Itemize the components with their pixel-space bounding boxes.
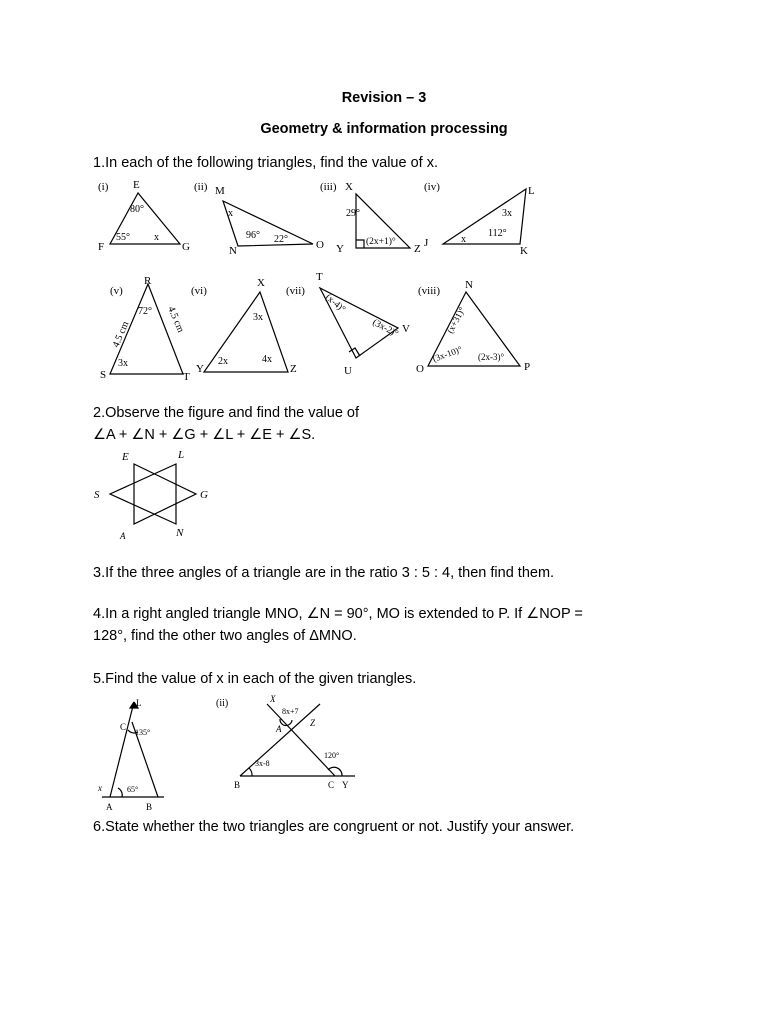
right-angle-mark-iii — [356, 240, 364, 248]
label-v: (v) — [110, 285, 123, 297]
angle-b: 3x-8 — [255, 759, 270, 768]
vertex-e: E — [122, 451, 129, 463]
side-rs: 4.5 cm — [110, 319, 132, 350]
vertex-e: E — [133, 179, 140, 191]
arc-a — [118, 788, 122, 797]
angle-v: (3x-2)° — [370, 317, 400, 340]
triangle-egn — [134, 464, 196, 524]
vertex-x: X — [257, 277, 265, 289]
vertex-m: M — [215, 185, 225, 197]
arc-b — [249, 768, 252, 776]
angle-n: 96° — [246, 230, 260, 241]
vertex-u: U — [344, 365, 352, 377]
vertex-g: G — [200, 489, 208, 501]
vertex-a: A — [120, 531, 126, 541]
vertex-n: N — [176, 527, 184, 539]
angle-a: 65° — [127, 785, 139, 794]
triangle-iv — [443, 189, 526, 244]
vertex-y: Y — [336, 243, 344, 255]
angle-x: x — [98, 783, 102, 793]
line-through-c — [110, 702, 134, 797]
label-iii: (iii) — [320, 181, 337, 193]
angle-z: 4x — [262, 354, 272, 365]
vertex-y: Y — [342, 780, 349, 790]
vertex-a: A — [276, 724, 282, 734]
line-xc — [267, 704, 335, 776]
vertex-j: J — [424, 237, 429, 249]
angle-x: 3x — [253, 312, 263, 323]
side-rt: 4.5 cm — [165, 304, 186, 335]
label-ii: (ii) — [216, 698, 229, 709]
angle-o: (3x-10)° — [431, 344, 464, 364]
angle-r: 72° — [138, 306, 152, 317]
label-i: (i) — [98, 181, 109, 193]
vertex-z: Z — [290, 363, 297, 375]
vertex-b: B — [146, 802, 153, 812]
vertex-x: X — [345, 181, 353, 193]
vertex-t: T — [316, 271, 323, 283]
angle-x: 29° — [346, 208, 360, 219]
angle-k: 112° — [488, 228, 507, 239]
angle-y: 2x — [218, 356, 228, 367]
vertex-b: B — [234, 780, 241, 790]
angle-m: x — [228, 208, 233, 219]
angle-f: 55° — [116, 232, 130, 243]
question-3: 3.If the three angles of a triangle are in the ratio 3 : 5 : 4, then find them. — [93, 565, 555, 581]
vertex-o: O — [416, 363, 424, 375]
vertex-k: K — [520, 245, 528, 257]
vertex-t: T — [183, 371, 190, 381]
angle-z: (2x+1)° — [366, 237, 396, 247]
vertex-l: L — [136, 698, 142, 708]
triangle-ii — [223, 201, 313, 246]
figure-q5-triangles — [90, 692, 380, 814]
vertex-r: R — [144, 275, 152, 287]
angle-p: (2x-3)° — [478, 352, 505, 362]
angle-a: 8x+7 — [282, 707, 299, 716]
vertex-c: C — [328, 780, 335, 790]
vertex-g: G — [182, 241, 190, 253]
vertex-p: P — [524, 361, 531, 373]
label-vii: (vii) — [286, 285, 305, 297]
angle-j: x — [461, 234, 466, 245]
vertex-z: Z — [414, 243, 421, 255]
vertex-s: S — [100, 369, 107, 381]
angle-t: (x-4)° — [323, 292, 347, 315]
vertex-l: L — [178, 449, 185, 461]
question-6: 6.State whether the two triangles are congruent or not. Justify your answer. — [93, 819, 575, 835]
vertex-n: N — [229, 245, 237, 257]
question-2-line2: ∠A + ∠N + ∠G + ∠L + ∠E + ∠S. — [93, 427, 316, 443]
angle-o: 22° — [274, 234, 288, 245]
question-4-line2: 128°, find the other two angles of ΔMNO. — [93, 628, 357, 644]
vertex-z: Z — [310, 718, 316, 728]
angle-g: x — [154, 232, 159, 243]
question-2-line1: 2.Observe the figure and find the value of — [93, 405, 360, 421]
page-title: Revision – 3 — [341, 90, 427, 106]
label-iv: (iv) — [424, 181, 440, 193]
question-4-line1: 4.In a right angled triangle MNO, ∠N = 90°, MO is extended to P. If ∠NOP = — [93, 606, 583, 622]
figure-q2-hexagram — [90, 444, 220, 544]
vertex-c: C — [120, 722, 127, 732]
vertex-s: S — [94, 489, 100, 501]
vertex-a: A — [106, 802, 113, 812]
vertex-o: O — [316, 239, 324, 251]
label-vi: (vi) — [191, 285, 207, 297]
label-ii: (ii) — [194, 181, 208, 193]
triangle-lsn — [110, 464, 176, 524]
angle-e: 80° — [130, 204, 144, 215]
vertex-y: Y — [196, 363, 204, 375]
vertex-f: F — [98, 241, 105, 253]
angle-c: 120° — [324, 751, 340, 760]
angle-l: 3x — [502, 208, 512, 219]
page-subtitle: Geometry & information processing — [260, 121, 508, 137]
vertex-v: V — [402, 323, 410, 335]
angle-s: 3x — [118, 358, 128, 369]
vertex-x: X — [270, 694, 276, 704]
angle-c: 135° — [135, 728, 151, 737]
label-viii: (viii) — [418, 285, 440, 297]
question-1: 1.In each of the following triangles, find the value of x. — [93, 155, 438, 171]
triangle-vi — [204, 292, 288, 372]
figure-q1-triangles — [88, 176, 548, 381]
vertex-n: N — [465, 279, 473, 291]
angle-n: (x+31)° — [444, 305, 467, 335]
question-5: 5.Find the value of x in each of the given triangles. — [93, 671, 417, 687]
vertex-l: L — [528, 185, 535, 197]
line-bz — [240, 704, 320, 776]
